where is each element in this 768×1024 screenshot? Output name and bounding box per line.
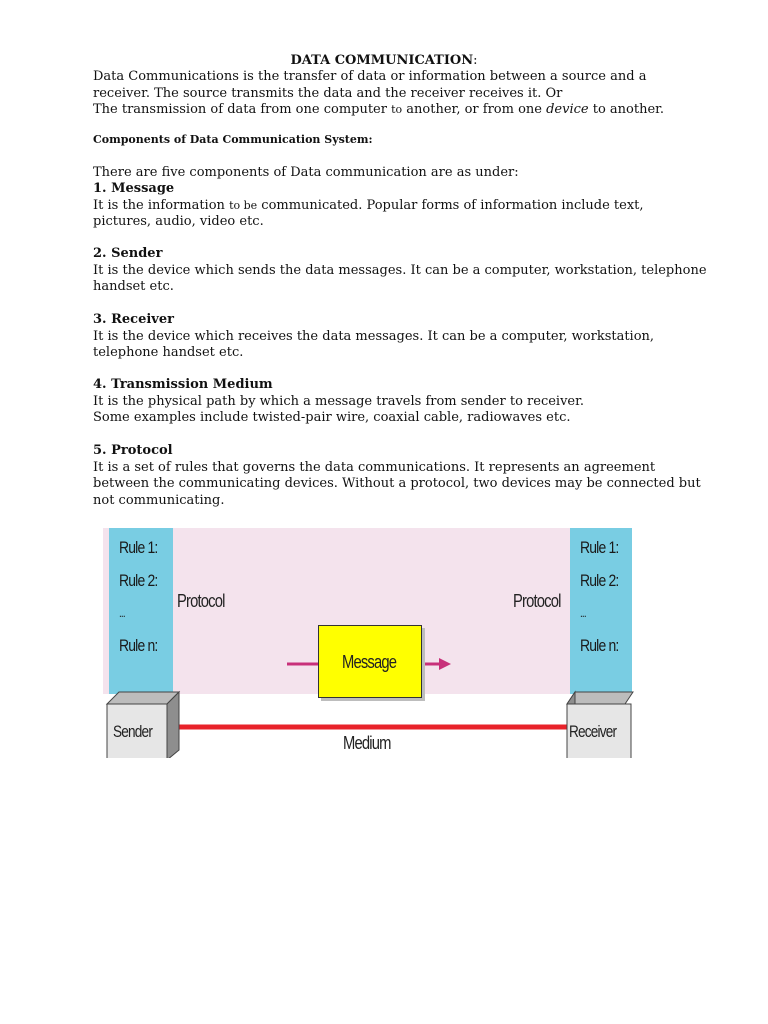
component-line: pictures, audio, video etc. — [93, 214, 264, 229]
component-heading: 1. Message — [93, 181, 175, 196]
rule-label: Rule 1: — [580, 538, 619, 557]
component-line: It is the information to be communicated. Popular forms of information include text, — [93, 197, 644, 213]
component-heading: 3. Receiver — [93, 312, 174, 327]
component-protocol — [93, 443, 701, 509]
data-communication-diagram — [103, 528, 632, 762]
document-title — [0, 52, 768, 69]
component-line: telephone handset etc. — [93, 345, 244, 360]
title-colon: : — [473, 53, 478, 68]
component-heading: 4. Transmission Medium — [93, 377, 273, 392]
components-lead: There are five components of Data communication are as under: — [93, 165, 519, 180]
component-message — [93, 181, 693, 231]
medium-label: Medium — [343, 733, 391, 753]
component-line: handset etc. — [93, 279, 174, 294]
rule-label: ... — [580, 606, 586, 620]
sender-label: Sender — [113, 722, 153, 741]
component-heading: 2. Sender — [93, 246, 163, 261]
arrow-head-icon — [439, 658, 451, 670]
component-line: It is a set of rules that governs the data communications. It represents an agreement — [93, 459, 656, 475]
rule-label: Rule 2: — [580, 571, 619, 590]
component-line: between the communicating devices. Without a protocol, two devices may be connected but — [93, 476, 701, 491]
title-text: DATA COMMUNICATION — [290, 53, 474, 68]
component-line: not communicating. — [93, 492, 225, 508]
component-transmission-medium — [93, 377, 693, 427]
component-sender — [93, 246, 707, 296]
rule-label: Rule 2: — [119, 571, 158, 590]
message-label: Message — [342, 652, 397, 672]
intro-paragraph — [93, 69, 693, 119]
component-heading: 5. Protocol — [93, 443, 173, 458]
component-line: It is the device which sends the data messages. It can be a computer, workstation, telephone — [93, 262, 707, 278]
rule-label: Rule n: — [119, 636, 158, 655]
intro-line: receiver. The source transmits the data and the receiver receives it. Or — [93, 85, 563, 101]
receiver-label: Receiver — [569, 722, 617, 741]
rule-label: Rule n: — [580, 636, 619, 655]
rule-label: Rule 1: — [119, 538, 158, 557]
components-subheading: Components of Data Communication System: — [93, 133, 373, 146]
component-line: It is the physical path by which a message travels from sender to receiver. — [93, 393, 585, 409]
sender-protocol-label: Protocol — [177, 591, 225, 611]
component-receiver — [93, 312, 693, 362]
receiver-protocol-label: Protocol — [513, 591, 561, 611]
component-line: It is the device which receives the data messages. It can be a computer, workstation, — [93, 328, 655, 344]
component-line: Some examples include twisted-pair wire, coaxial cable, radiowaves etc. — [93, 410, 571, 425]
message-box — [318, 625, 422, 698]
intro-line: Data Communications is the transfer of data or information between a source and a — [93, 69, 647, 84]
intro-line: The transmission of data from one computer to another, or from one device to another. — [93, 102, 665, 117]
rule-label: ... — [119, 606, 125, 620]
